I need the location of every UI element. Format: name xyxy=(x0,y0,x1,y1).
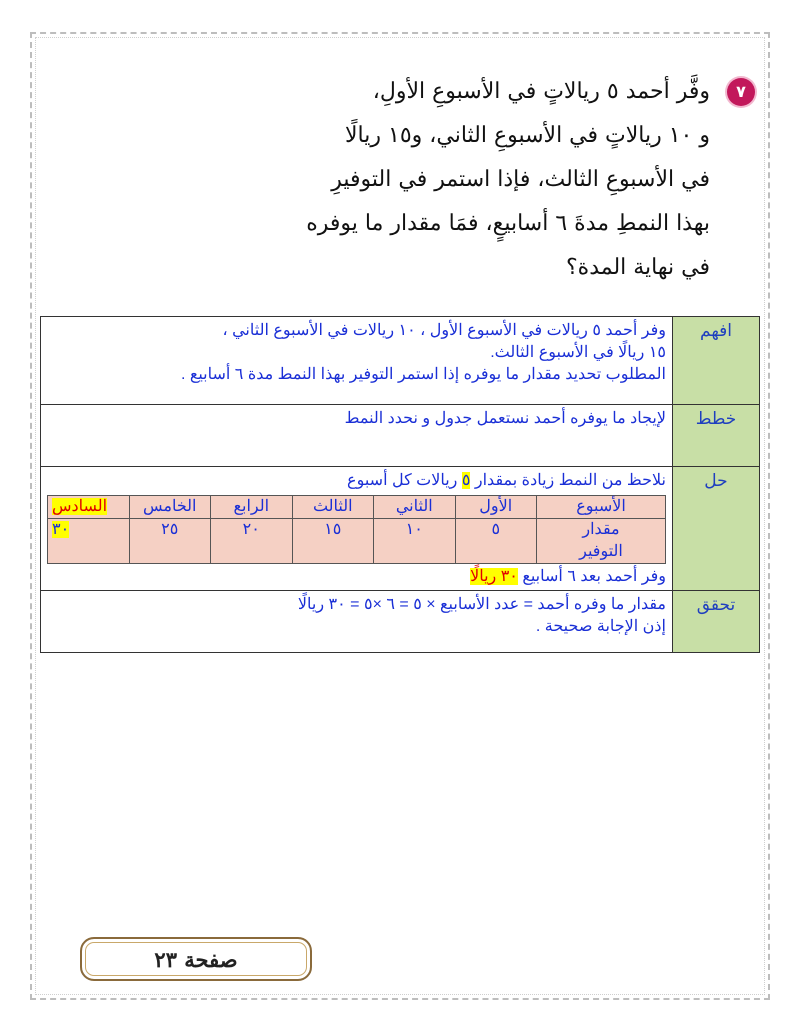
solve-intro: نلاحظ من النمط زيادة بمقدار ٥ ريالات كل أسبوع xyxy=(347,472,666,489)
problem-line: في الأسبوعِ الثالث، فإذا استمر في التوفيرِ xyxy=(331,167,710,192)
increment-highlight: ٥ xyxy=(461,472,471,489)
savings-value-cell: ١٠ xyxy=(374,519,456,564)
savings-value-cell: ٢٠ xyxy=(211,519,293,564)
solve-result: وفر أحمد بعد ٦ أسابيع ٣٠ ريالًا xyxy=(470,568,666,585)
step-content-plan xyxy=(41,405,673,467)
step-label-plan: خطط xyxy=(673,405,760,467)
plan-line: لإيجاد ما يوفره أحمد نستعمل جدول و نحدد النمط xyxy=(344,410,666,427)
step-check xyxy=(41,591,760,653)
step-content-understand xyxy=(41,317,673,405)
week-header-cell: الثالث xyxy=(292,496,374,519)
check-line: مقدار ما وفره أحمد = عدد الأسابيع × ٥ = ٦ ×٥ = ٣٠ ريالًا xyxy=(297,596,666,613)
week-header-cell: الثاني xyxy=(374,496,456,519)
result-highlight: ٣٠ ريالًا xyxy=(470,568,518,585)
step-understand xyxy=(41,317,760,405)
final-value-highlight: ٣٠ xyxy=(52,521,70,538)
savings-value-cell: ٢٥ xyxy=(129,519,211,564)
savings-value-cell: ٥ xyxy=(455,519,537,564)
understand-line: وفر أحمد ٥ ريالات في الأسبوع الأول ، ١٠ ريالات في الأسبوع الثاني ، xyxy=(222,322,666,339)
savings-value-row xyxy=(48,519,666,564)
problem-line: و ١٠ ريالاتٍ في الأسبوعِ الثاني، و١٥ ريالًا xyxy=(345,123,710,148)
page-number-box xyxy=(80,937,312,981)
solution-steps-table xyxy=(40,316,760,653)
step-content-solve xyxy=(41,467,673,591)
savings-value-cell xyxy=(48,519,130,564)
page-number: صفحة ٢٣ xyxy=(154,947,238,972)
step-plan xyxy=(41,405,760,467)
week-header-cell: الخامس xyxy=(129,496,211,519)
sixth-week-highlight: السادس xyxy=(52,498,108,515)
problem-statement xyxy=(135,70,755,290)
week-header-cell: الرابع xyxy=(211,496,293,519)
week-header-label: الأسبوع xyxy=(537,496,666,519)
check-line: إذن الإجابة صحيحة . xyxy=(535,618,666,635)
problem-number-badge: ٧ xyxy=(727,78,755,106)
problem-line: في نهاية المدة؟ xyxy=(565,255,710,280)
problem-text xyxy=(135,70,710,290)
understand-line: المطلوب تحديد مقدار ما يوفره إذا استمر التوفير بهذا النمط مدة ٦ أسابيع . xyxy=(180,366,666,383)
step-label-solve: حل xyxy=(673,467,760,591)
step-content-check xyxy=(41,591,673,653)
problem-line: وفَّر أحمد ٥ ريالاتٍ في الأسبوعِ الأولِ، xyxy=(372,79,710,104)
savings-table xyxy=(47,495,666,564)
problem-line: بهذا النمطِ مدةَ ٦ أسابيعٍ، فمَا مقدار ما يوفره xyxy=(306,211,710,236)
week-header-cell: الأول xyxy=(455,496,537,519)
step-label-understand: افهم xyxy=(673,317,760,405)
understand-line: ١٥ ريالًا في الأسبوع الثالث. xyxy=(490,344,666,361)
savings-value-cell: ١٥ xyxy=(292,519,374,564)
step-solve xyxy=(41,467,760,591)
savings-row-label: مقدار التوفير xyxy=(537,519,666,564)
week-header-cell xyxy=(48,496,130,519)
savings-header-row xyxy=(48,496,666,519)
step-label-check: تحقق xyxy=(673,591,760,653)
